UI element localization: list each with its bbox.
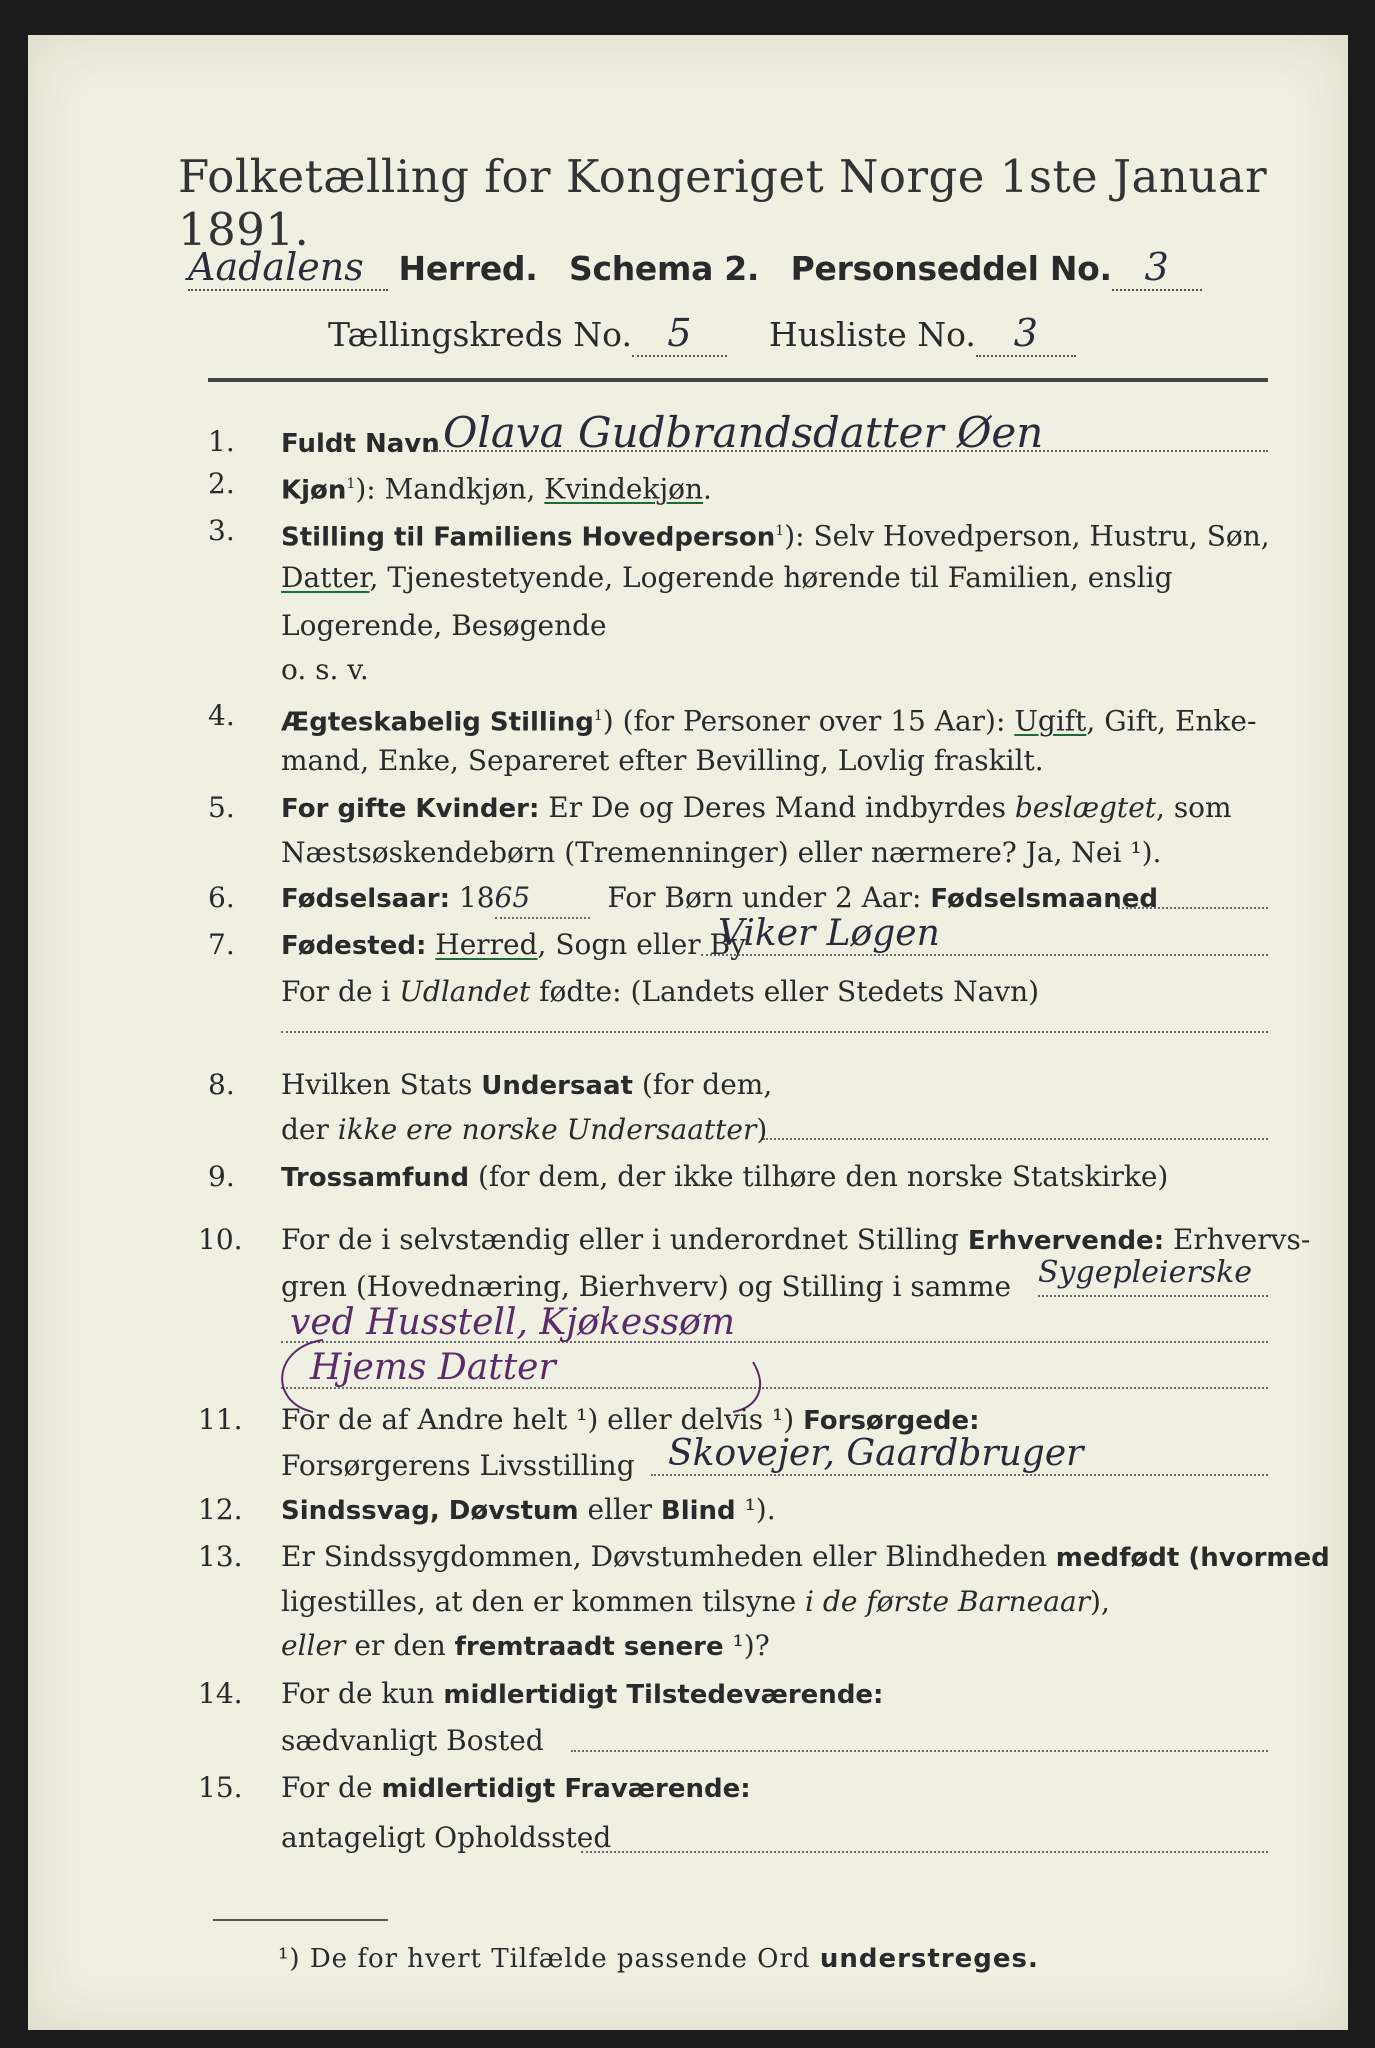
congenital-l3-c: fremtraadt senere xyxy=(454,1632,724,1663)
disability-label: Sindssvag, Døvstum xyxy=(281,1495,579,1526)
temp-absent-label: midlertidigt Fraværende: xyxy=(381,1774,751,1805)
footnote xyxy=(278,1944,1039,1974)
birth-year-label: Fødselsaar: xyxy=(281,884,450,915)
sex-options-a: ): Mandkjøn, xyxy=(355,471,545,505)
citizenship-l2-a: der xyxy=(281,1112,338,1146)
married-women-text-a: Er De og Deres Mand indbyrdes xyxy=(539,790,1015,824)
citizenship-l2-b: ikke ere norske Undersaatter xyxy=(337,1112,757,1146)
item-7-line2 xyxy=(281,973,1039,1011)
item-number: 7. xyxy=(208,928,235,962)
sex-options-c: . xyxy=(703,471,712,505)
occupation-value-a: Sygepleierske xyxy=(1038,1255,1253,1290)
sex-label: Kjøn xyxy=(281,474,347,505)
item-number: 3. xyxy=(208,513,235,547)
probable-residence-line xyxy=(581,1851,1268,1853)
item-number: 8. xyxy=(208,1067,235,1101)
family-position-label: Stilling til Familiens Hovedperson xyxy=(281,522,776,553)
form-title: Folketælling for Kongeriget Norge 1ste Januar 1891. xyxy=(178,150,1268,256)
item-8-line2 xyxy=(281,1111,767,1149)
occupation-value-b: ved Husstell, Kjøkessøm xyxy=(290,1302,735,1344)
herred-row xyxy=(188,245,1202,291)
birthplace-label: Fødested: xyxy=(281,931,427,962)
footnote-text: ¹) De for hvert Tilfælde passende Ord xyxy=(278,1944,820,1975)
footnote-ref: 1 xyxy=(346,475,356,492)
birthplace-selected: Herred xyxy=(435,928,538,962)
congenital-l2-b: i de første Barneaar xyxy=(805,1584,1091,1618)
citizenship-text-c: (for dem, xyxy=(632,1067,773,1101)
provider-value: Skovejer, Gaardbruger xyxy=(668,1433,1084,1475)
item-9-line1 xyxy=(281,1158,1168,1197)
marital-text-a: ) (for Personer over 15 Aar): xyxy=(602,704,1015,738)
item-10-line1 xyxy=(281,1221,1310,1260)
citizenship-label: Undersaat xyxy=(481,1070,633,1101)
kreds-value: 5 xyxy=(632,311,727,357)
item-8-line1 xyxy=(281,1066,772,1105)
item-10-line2: gren (Hovednæring, Bierhverv) og Stilling i samme xyxy=(281,1269,1012,1303)
birth-year-prefix: 18 xyxy=(450,881,495,915)
item-2-text xyxy=(281,465,712,509)
item-7-line1 xyxy=(281,926,746,965)
abroad-line xyxy=(281,1031,1268,1033)
marital-label: Ægteskabelig Stilling xyxy=(281,707,594,738)
item-number: 9. xyxy=(208,1159,235,1193)
congenital-l2-c: ), xyxy=(1090,1584,1110,1618)
item-5-line2: Næstsøskendebørn (Tremenninger) eller nærmere? Ja, Nei ¹). xyxy=(281,835,1162,869)
congenital-text-a: Er Sindssygdommen, Døvstumheden eller Blindheden xyxy=(281,1539,1056,1573)
birth-year-value: 65 xyxy=(495,879,590,919)
birth-month-line xyxy=(1118,907,1268,909)
full-name-label: Fuldt Navn xyxy=(281,428,440,459)
item-4-line2: mand, Enke, Separeret efter Bevilling, Lovlig fraskilt. xyxy=(281,743,1044,777)
provider-line xyxy=(651,1474,1268,1476)
family-position-selected: Datter xyxy=(281,561,370,595)
abroad-text-a: For de i xyxy=(281,974,400,1008)
schema-label: Schema 2. xyxy=(568,249,760,288)
item-number: 10. xyxy=(198,1222,243,1256)
item-15-line2: antageligt Opholdssted xyxy=(281,1821,612,1855)
item-number: 4. xyxy=(208,698,235,732)
footnote-divider xyxy=(213,1919,388,1921)
occupation-text-a: For de i selvstændig eller i underordnet Stilling xyxy=(281,1222,968,1256)
birth-month-text: For Børn under 2 Aar: xyxy=(607,881,931,915)
supported-label: Forsørgede: xyxy=(803,1406,980,1437)
marital-selected: Ugift xyxy=(1014,704,1087,738)
item-3-line2 xyxy=(281,559,1173,597)
item-number: 13. xyxy=(198,1539,243,1573)
item-number: 15. xyxy=(198,1771,243,1805)
item-14-line2: sædvanligt Bosted xyxy=(281,1723,544,1757)
religion-text: (for dem, der ikke tilhøre den norske Statskirke) xyxy=(469,1159,1169,1193)
occupation-value-2: Hjems Datter xyxy=(310,1347,556,1389)
occupation-label: Erhvervende: xyxy=(967,1225,1165,1256)
husliste-label: Husliste No. xyxy=(768,315,976,354)
supported-text-a: For de af Andre helt ¹) eller delvis ¹) xyxy=(281,1403,804,1437)
item-3-line3: Logerende, Besøgende xyxy=(281,608,607,642)
married-women-label: For gifte Kvinder: xyxy=(281,793,540,824)
item-number: 11. xyxy=(198,1403,243,1437)
item-4-line1: Ægteskabelig Stilling$^1$) (for Personer over 15 Aar): Ugift, Gift, Enke- xyxy=(281,704,1257,738)
kreds-row xyxy=(328,311,1076,357)
header-divider xyxy=(208,378,1268,382)
religion-label: Trossamfund xyxy=(281,1162,470,1193)
item-12-line1 xyxy=(281,1491,776,1530)
item-3-line4: o. s. v. xyxy=(281,653,369,687)
citizenship-line xyxy=(763,1138,1268,1140)
congenital-label: medfødt xyxy=(1055,1542,1180,1573)
disability-text-c: ¹). xyxy=(735,1492,776,1526)
item-11-line2: Forsørgerens Livsstilling xyxy=(281,1448,635,1482)
abroad-text-b: Udlandet xyxy=(399,974,531,1008)
item-number: 6. xyxy=(208,881,235,915)
married-women-text-c: , som xyxy=(1156,790,1232,824)
occupation-line-1 xyxy=(1038,1295,1268,1297)
temp-present-label: midlertidigt Tilstedeværende: xyxy=(443,1679,884,1710)
disability-text-a: eller xyxy=(578,1492,661,1526)
occupation-text-c: Erhvervs- xyxy=(1164,1222,1311,1256)
herred-value: Aadalens xyxy=(188,245,388,291)
marital-text-c: , Gift, Enke- xyxy=(1086,704,1257,738)
birthplace-value: Viker Løgen xyxy=(718,912,940,954)
item-3-line1: Stilling til Familiens Hovedperson$^1$): Selv Hovedperson, Hustru, Søn, xyxy=(281,519,1270,553)
birthplace-text: , Sogn eller By xyxy=(537,928,746,962)
congenital-l2-a: ligestilles, at den er kommen tilsyne xyxy=(281,1584,806,1618)
item-13-line3 xyxy=(281,1627,770,1666)
census-form-sheet xyxy=(28,35,1348,2030)
item-5-line1 xyxy=(281,789,1232,828)
footnote-emphasis: understreges. xyxy=(819,1944,1039,1975)
family-position-line1: ): Selv Hovedperson, Hustru, Søn, xyxy=(784,519,1270,553)
item-13-line1 xyxy=(281,1538,1330,1577)
item-15-line1 xyxy=(281,1769,751,1808)
item-number: 14. xyxy=(198,1676,243,1710)
usual-residence-line xyxy=(571,1750,1268,1752)
item-13-line2 xyxy=(281,1583,1110,1621)
congenital-l3-d: ¹)? xyxy=(723,1629,770,1663)
personseddel-label: Personseddel No. xyxy=(790,249,1112,288)
full-name-value: Olava Gudbrandsdatter Øen xyxy=(443,407,1044,457)
married-women-text-b: beslægtet xyxy=(1014,790,1157,824)
item-14-line1 xyxy=(281,1675,883,1714)
citizenship-l2-c: ) xyxy=(756,1112,768,1146)
congenital-l3-a: eller xyxy=(281,1629,346,1663)
birth-month-label: Fødselsmaaned xyxy=(930,884,1158,915)
disability-blind: Blind xyxy=(660,1495,736,1526)
husliste-value: 3 xyxy=(976,311,1076,357)
kreds-label: Tællingskreds No. xyxy=(328,315,632,354)
congenital-l3-b: er den xyxy=(345,1629,455,1663)
item-number: 5. xyxy=(208,790,235,824)
birthplace-line xyxy=(701,954,1268,956)
herred-label: Herred. xyxy=(398,249,538,288)
temp-absent-text-a: For de xyxy=(281,1771,382,1805)
personseddel-value: 3 xyxy=(1112,245,1202,291)
item-number: 1. xyxy=(208,424,235,458)
citizenship-text-a: Hvilken Stats xyxy=(281,1067,482,1101)
sex-selected: Kvindekjøn xyxy=(544,471,704,505)
temp-present-text-a: For de kun xyxy=(281,1676,444,1710)
item-number: 2. xyxy=(208,466,235,500)
congenital-text-c: (hvormed xyxy=(1179,1542,1330,1573)
family-position-line2: , Tjenestetyende, Logerende hørende til Familien, enslig xyxy=(369,561,1173,595)
item-number: 12. xyxy=(198,1492,243,1526)
abroad-text-c: fødte: (Landets eller Stedets Navn) xyxy=(530,974,1040,1008)
